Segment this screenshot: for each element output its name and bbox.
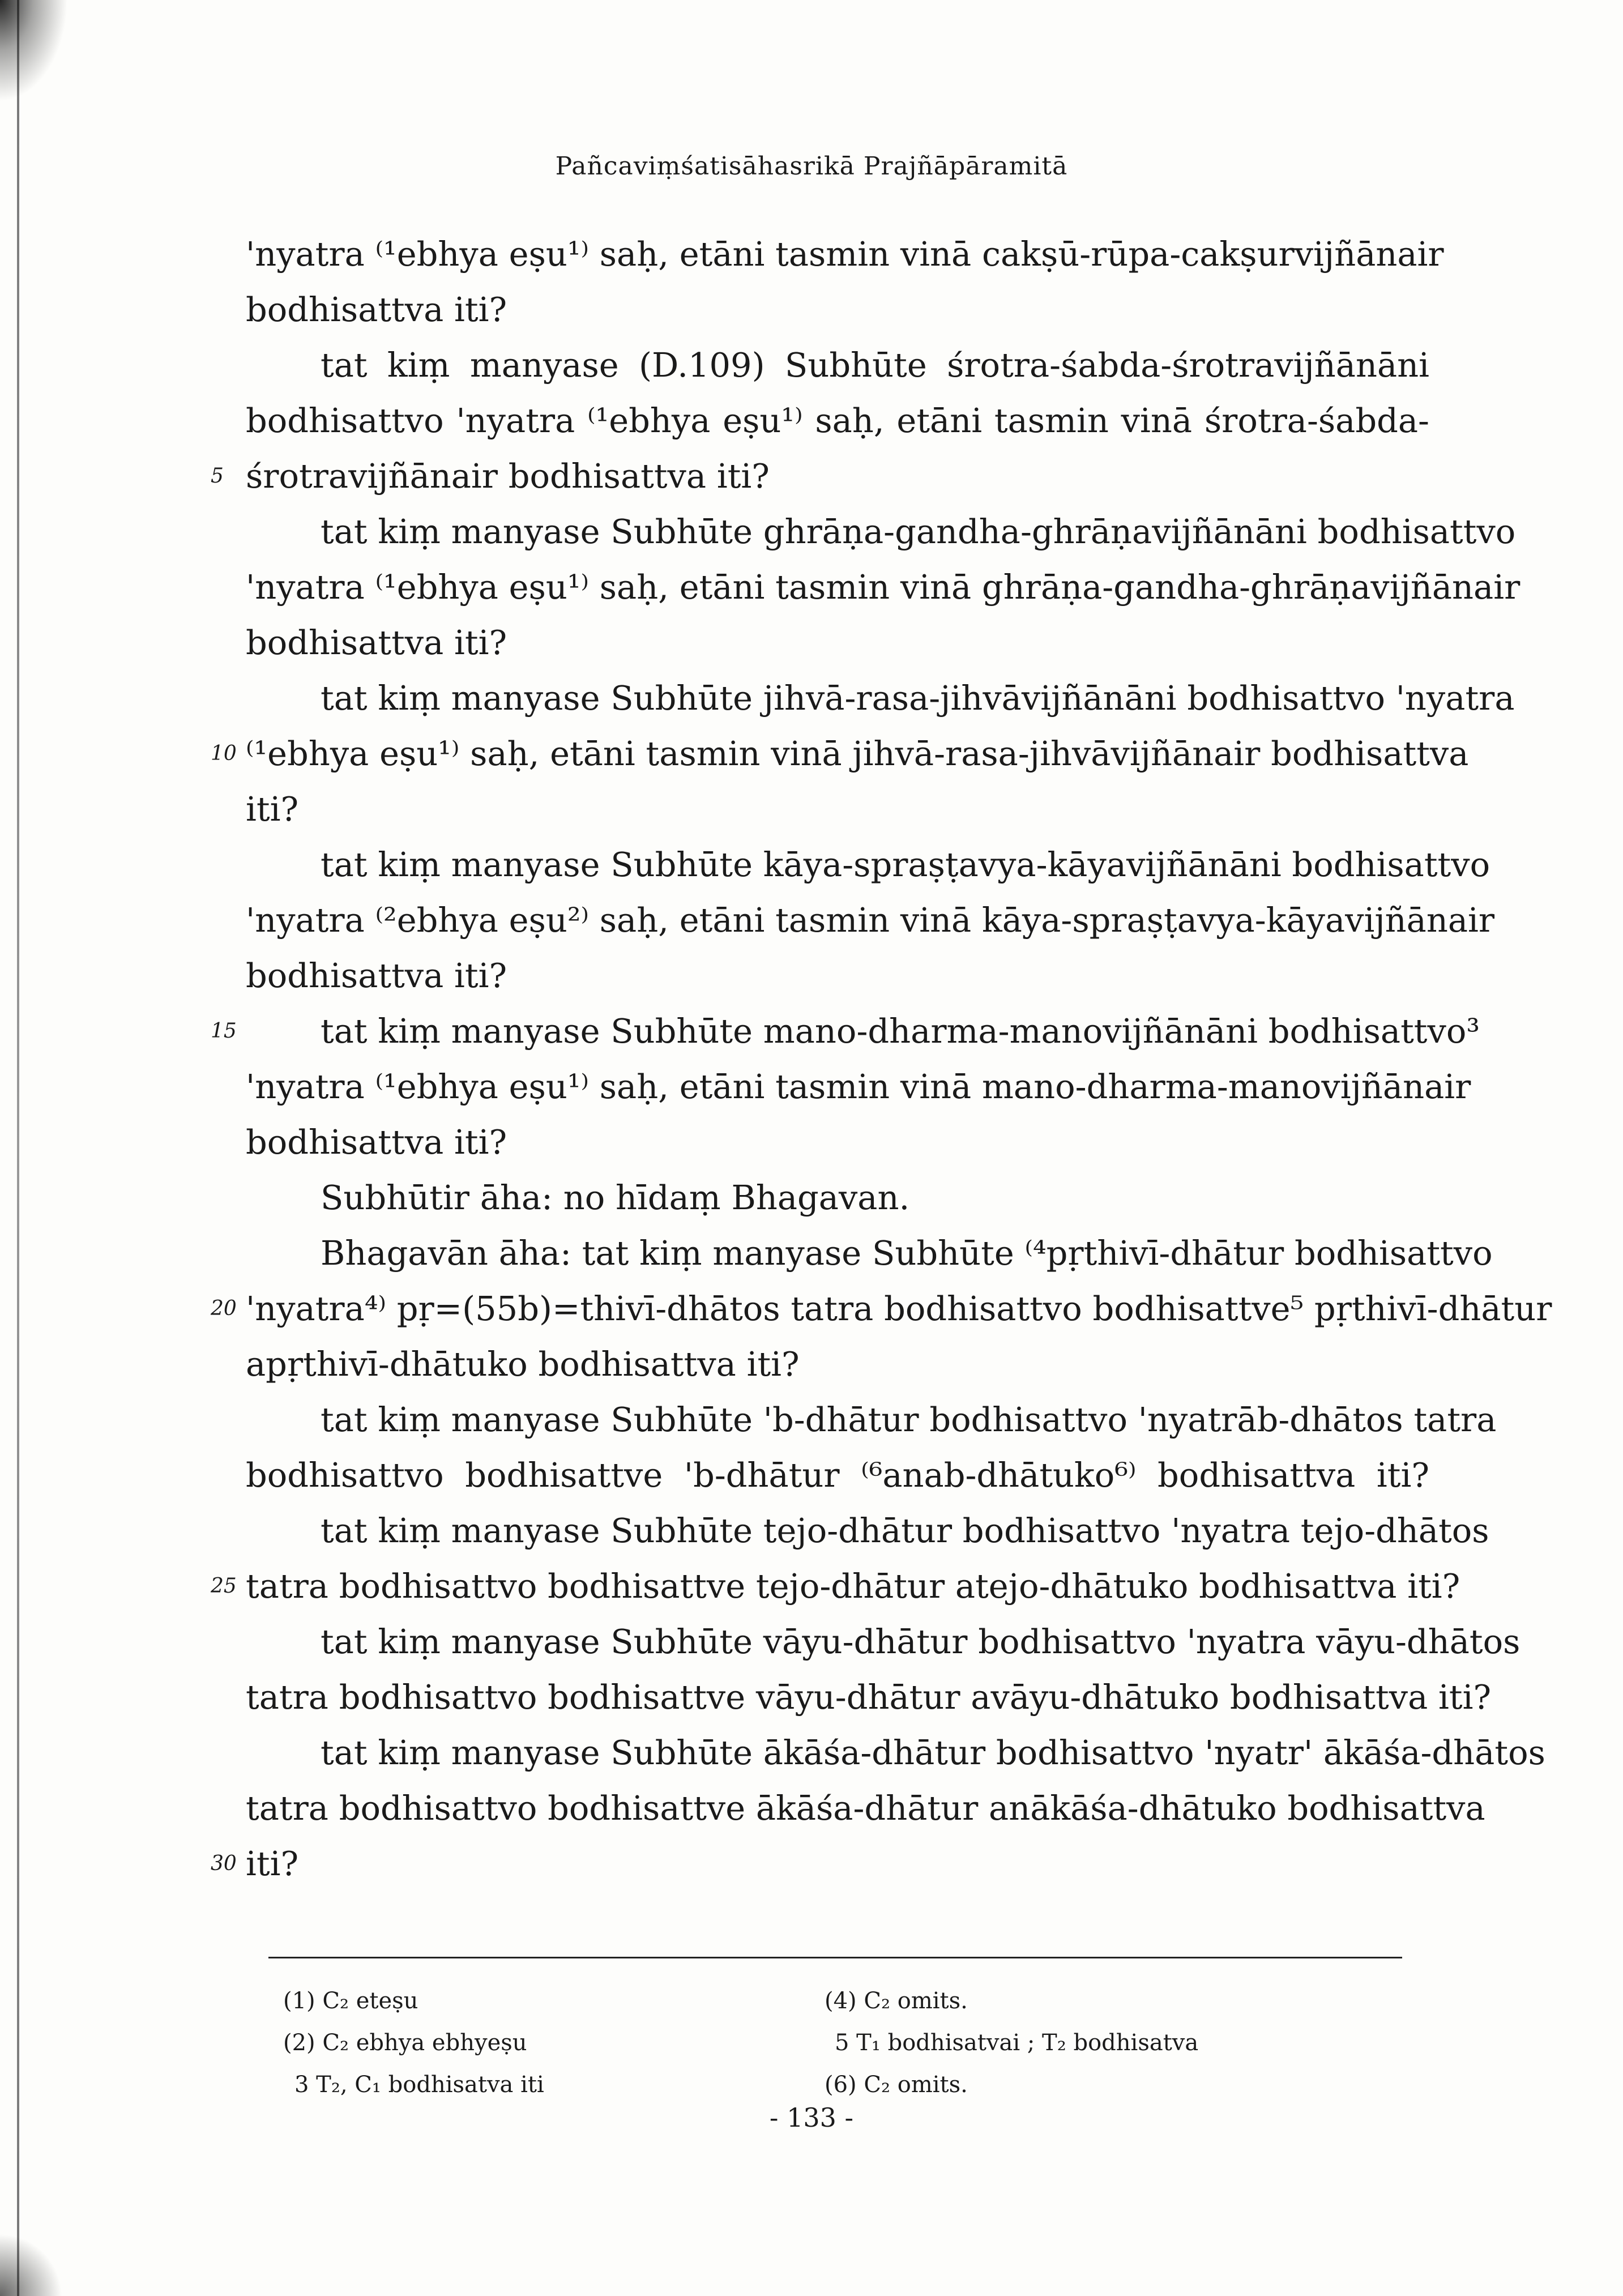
line-text: tat kiṃ manyase Subhūte vāyu-dhātur bodhisattvo 'nyatra vāyu-dhātos [321,1622,1521,1661]
line-text: tatra bodhisattvo bodhisattve tejo-dhātur atejo-dhātuko bodhisattva iti? [246,1567,1460,1606]
line-text: tatra bodhisattvo bodhisattve vāyu-dhātur avāyu-dhātuko bodhisattva iti? [246,1678,1492,1717]
line-text: apṛthivī-dhātuko bodhisattva iti? [246,1345,800,1384]
text-line [0,227,1623,282]
line-text: 'nyatra ⁽¹ebhya eṣu¹⁾ saḥ, etāni tasmin vinā cakṣū-rūpa-cakṣurvijñānair [246,234,1444,274]
text-line [0,948,1623,1004]
line-text: bodhisattva iti? [246,956,507,995]
line-number: 25 [211,1574,237,1598]
text-line [0,837,1623,893]
text-line [0,893,1623,948]
line-number: 30 [211,1852,237,1875]
text-line [0,1503,1623,1559]
footnote-3: 3 T₂, C₁ bodhisatva iti [294,2072,544,2098]
line-text: iti? [246,789,299,829]
scan-shadow-bottom [0,2234,62,2296]
footnote-4: (4) C₂ omits. [825,1988,968,2014]
text-line [0,671,1623,726]
line-text: tat kiṃ manyase Subhūte jihvā-rasa-jihvāvijñānāni bodhisattvo 'nyatra [321,678,1515,718]
line-text: tat kiṃ manyase Subhūte ākāśa-dhātur bodhisattvo 'nyatr' ākāśa-dhātos [321,1733,1545,1772]
footnote-1: (1) C₂ eteṣu [283,1988,418,2014]
text-line [0,1670,1623,1725]
running-head: Pañcaviṃśatisāhasrikā Prajñāpāramitā [555,152,1068,181]
text-line [0,726,1623,782]
text-line [0,1337,1623,1392]
line-text: tat kiṃ manyase Subhūte ghrāṇa-gandha-ghrāṇavijñānāni bodhisattvo [321,512,1516,551]
text-line [0,1115,1623,1170]
text-line [0,504,1623,560]
footnote-6: (6) C₂ omits. [825,2072,968,2098]
line-number: 5 [211,464,224,488]
text-line [0,560,1623,615]
line-text: bodhisattvo bodhisattve 'b-dhātur ⁽⁶anab-dhātuko⁶⁾ bodhisattva iti? [246,1456,1429,1495]
line-text: bodhisattva iti? [246,623,507,662]
main-text [0,227,1623,1892]
line-text: tat kiṃ manyase Subhūte 'b-dhātur bodhisattvo 'nyatrāb-dhātos tatra [321,1400,1497,1439]
text-line [0,338,1623,393]
line-text: bodhisattvo 'nyatra ⁽¹ebhya eṣu¹⁾ saḥ, etāni tasmin vinā śrotra-śabda- [246,401,1429,440]
text-line [0,1004,1623,1059]
line-text: tat kiṃ manyase Subhūte kāya-spraṣṭavya-kāyavijñānāni bodhisattvo [321,845,1490,884]
text-line [0,1836,1623,1892]
text-line [0,449,1623,504]
text-line [0,1448,1623,1503]
text-line [0,1781,1623,1836]
line-text: bodhisattva iti? [246,1123,507,1162]
line-text: tatra bodhisattvo bodhisattve ākāśa-dhātur anākāśa-dhātuko bodhisattva [246,1789,1485,1828]
text-line [0,1226,1623,1281]
text-line [0,1614,1623,1670]
text-line [0,1725,1623,1781]
line-number: 15 [211,1019,237,1043]
footnote-5: 5 T₁ bodhisatvai ; T₂ bodhisatva [835,2030,1199,2056]
text-line [0,1281,1623,1337]
scan-shadow-top [0,0,68,102]
text-line [0,393,1623,449]
line-number: 10 [211,742,237,765]
line-text: 'nyatra ⁽¹ebhya eṣu¹⁾ saḥ, etāni tasmin vinā mano-dharma-manovijñānair [246,1067,1471,1106]
line-text: Subhūtir āha: no hīdaṃ Bhagavan. [321,1178,910,1217]
page-number: - 133 - [769,2102,854,2133]
text-line [0,1059,1623,1115]
text-line [0,615,1623,671]
line-text: śrotravijñānair bodhisattva iti? [246,456,770,496]
text-line [0,1559,1623,1614]
line-text: 'nyatra ⁽²ebhya eṣu²⁾ saḥ, etāni tasmin vinā kāya-spraṣṭavya-kāyavijñānair [246,901,1495,940]
line-text: 'nyatra⁴⁾ pṛ=(55b)=thivī-dhātos tatra bodhisattvo bodhisattve⁵ pṛthivī-dhātur [246,1289,1552,1328]
text-line [0,282,1623,338]
footnote-divider [268,1957,1402,1958]
text-line [0,782,1623,837]
line-text: Bhagavān āha: tat kiṃ manyase Subhūte ⁽⁴pṛthivī-dhātur bodhisattvo [321,1234,1493,1273]
footnote-2: (2) C₂ ebhya ebhyeṣu [283,2030,527,2056]
text-line [0,1392,1623,1448]
line-number: 20 [211,1297,237,1320]
line-text: bodhisattva iti? [246,290,507,329]
line-text: tat kiṃ manyase Subhūte tejo-dhātur bodhisattvo 'nyatra tejo-dhātos [321,1511,1489,1550]
line-text: 'nyatra ⁽¹ebhya eṣu¹⁾ saḥ, etāni tasmin vinā ghrāṇa-gandha-ghrāṇavijñānair [246,567,1521,607]
line-text: tat kiṃ manyase Subhūte mano-dharma-manovijñānāni bodhisattvo³ [321,1012,1480,1051]
line-text: ⁽¹ebhya eṣu¹⁾ saḥ, etāni tasmin vinā jihvā-rasa-jihvāvijñānair bodhisattva [246,734,1469,773]
line-text: tat kiṃ manyase (D.109) Subhūte śrotra-śabda-śrotravijñānāni [321,345,1429,385]
line-text: iti? [246,1844,299,1883]
text-line [0,1170,1623,1226]
